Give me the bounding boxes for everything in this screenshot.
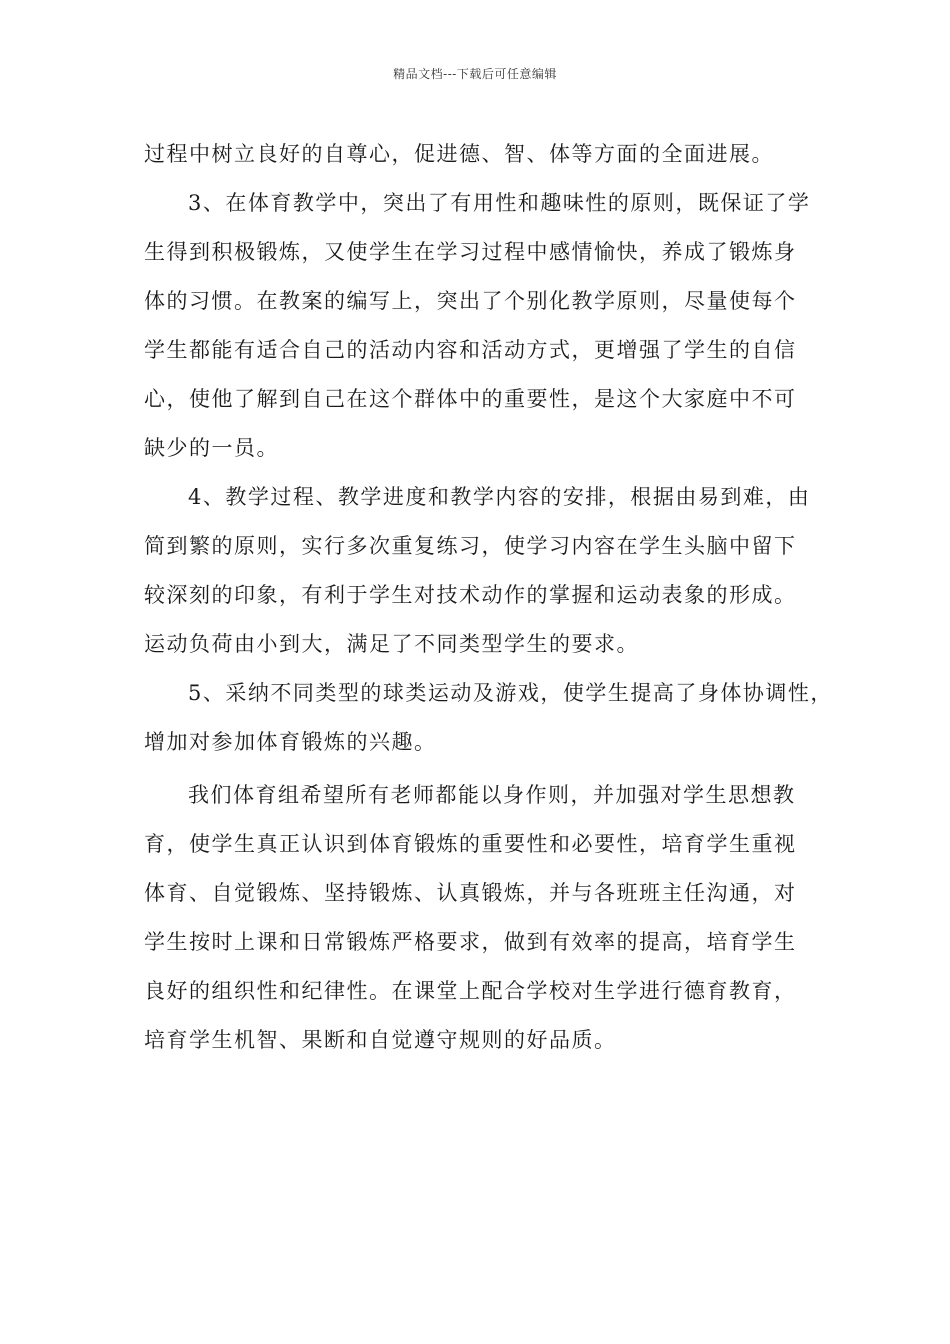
text-line: 5、采纳不同类型的球类运动及游戏，使学生提高了身体协调性，	[188, 681, 833, 705]
text-line: 简到繁的原则，实行多次重复练习，使学习内容在学生头脑中留下	[144, 534, 797, 558]
page-header: 精品文档---下载后可任意编辑	[393, 67, 557, 81]
text-line: 较深刻的印象，有利于学生对技术动作的掌握和运动表象的形成。	[144, 583, 797, 607]
text-line: 育，使学生真正认识到体育锻炼的重要性和必要性，培育学生重视	[144, 832, 797, 856]
text-line: 4、教学过程、教学进度和教学内容的安排，根据由易到难，由	[188, 485, 811, 509]
text-line: 缺少的一员。	[144, 436, 279, 460]
text-line: 良好的组织性和纪律性。在课堂上配合学校对生学进行德育教育，	[144, 979, 797, 1003]
text-line: 3、在体育教学中，突出了有用性和趣味性的原则，既保证了学	[188, 191, 811, 215]
text-line: 体的习惯。在教案的编写上，突出了个别化教学原则，尽量使每个	[144, 289, 797, 313]
text-line: 运动负荷由小到大，满足了不同类型学生的要求。	[144, 632, 639, 656]
text-line: 我们体育组希望所有老师都能以身作则，并加强对学生思想教	[188, 783, 796, 807]
document-body	[144, 130, 833, 1065]
text-line: 增加对参加体育锻炼的兴趣。	[144, 730, 437, 754]
text-line: 体育、自觉锻炼、坚持锻炼、认真锻炼，并与各班班主任沟通，对	[144, 881, 797, 905]
text-line: 学生都能有适合自己的活动内容和活动方式，更增强了学生的自信	[144, 338, 797, 362]
text-line: 学生按时上课和日常锻炼严格要求，做到有效率的提高，培育学生	[144, 930, 797, 954]
text-line: 过程中树立良好的自尊心，促进德、智、体等方面的全面进展。	[144, 142, 774, 166]
text-line: 心，使他了解到自己在这个群体中的重要性，是这个大家庭中不可	[144, 387, 797, 411]
text-line: 生得到积极锻炼，又使学生在学习过程中感情愉快，养成了锻炼身	[144, 240, 797, 264]
text-line: 培育学生机智、果断和自觉遵守规则的好品质。	[144, 1028, 617, 1052]
